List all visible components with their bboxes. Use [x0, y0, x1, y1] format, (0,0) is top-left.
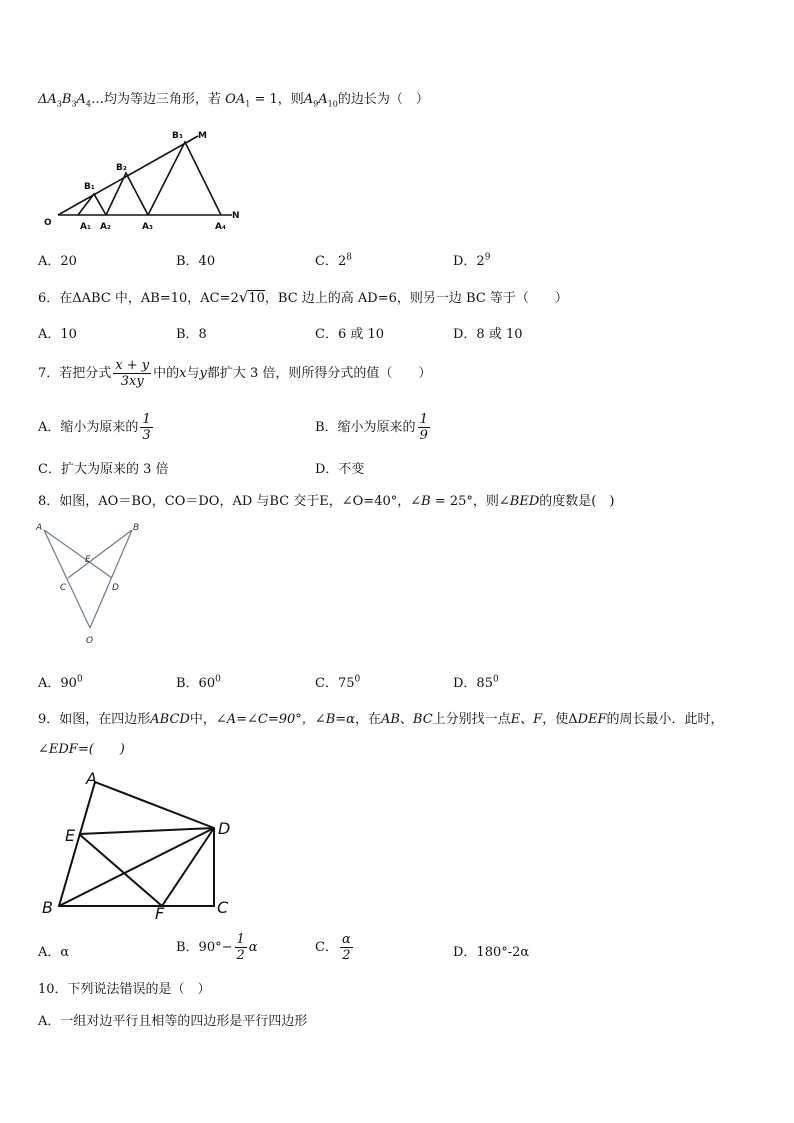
label-a4: A₄: [215, 222, 226, 232]
q10-stem: 10．下列说法错误的是（ ）: [38, 982, 211, 997]
q7-option-a[interactable]: A．缩小为原来的 $\frac{1}{3}$: [38, 412, 151, 443]
label-a1: A₁: [80, 222, 91, 232]
label-a: A: [36, 523, 43, 533]
q7-option-d[interactable]: D．不变: [315, 462, 365, 477]
q7-stem: 7．若把分式 $\frac{x + y}{3xy}$ 中的x与y都扩大 3 倍，则所得分式的值（ ）: [38, 358, 432, 389]
q5-option-a[interactable]: A．20: [38, 254, 77, 269]
label-b: B: [42, 898, 53, 917]
q8-option-a[interactable]: A．$90^0$: [38, 674, 83, 691]
triangle-3: [148, 142, 221, 215]
label-o: O: [86, 636, 94, 646]
label-c: C: [217, 898, 229, 917]
label-e: E: [65, 826, 76, 845]
q5-option-c[interactable]: C．$2^8$: [315, 252, 352, 269]
segment-ed: [79, 828, 214, 834]
segment-fd: [162, 828, 214, 906]
q9-stem-line2: ∠EDF=( ): [38, 742, 125, 757]
q6-option-a[interactable]: A．10: [38, 327, 77, 342]
q9-stem: 9．如图，在四边形ABCD中，∠A=∠C=90°，∠B=α，在AB、BC上分别找一点E、F，使ΔDEF的周长最小．此时，: [38, 712, 724, 727]
q9-option-d[interactable]: D．180°-2α: [453, 945, 530, 960]
q7-option-c[interactable]: C．扩大为原来的 3 倍: [38, 462, 169, 477]
q9-option-a[interactable]: A．α: [38, 945, 70, 960]
segment-ef: [79, 834, 162, 906]
q8-option-d[interactable]: D．$85^0$: [453, 674, 499, 691]
q9-figure: [38, 768, 243, 920]
label-a3: A₃: [142, 222, 153, 232]
q8-option-b[interactable]: B．$60^0$: [176, 674, 221, 691]
q9-option-c[interactable]: C． $\frac{\alpha}{2}$: [315, 932, 351, 963]
q6-option-d[interactable]: D．8 或 10: [453, 327, 523, 342]
line-bo: [90, 530, 132, 628]
label-d: D: [112, 583, 119, 593]
label-m: M: [198, 131, 207, 141]
q8-stem: 8．如图，AO＝BO，CO＝DO，AD 与BC 交于E，∠O=40°，∠B = 25°，则∠BED的度数是( ): [38, 494, 615, 509]
q7-option-b[interactable]: B．缩小为原来的 $\frac{1}{9}$: [315, 412, 428, 443]
label-f: F: [155, 904, 165, 920]
q5-stem: $\Delta A_3B_3A_4\dots$均为等边三角形，若 $OA_1 = 1$，则$A_9A_{10}$的边长为（ ）: [38, 92, 429, 109]
label-d: D: [218, 819, 231, 838]
q10-option-a[interactable]: A．一组对边平行且相等的四边形是平行四边形: [38, 1014, 308, 1029]
q8-figure: [34, 520, 149, 650]
label-a2: A₂: [100, 222, 111, 232]
quadrilateral-abcd: [59, 782, 214, 906]
label-a: A: [86, 769, 97, 788]
q5-option-b[interactable]: B．40: [176, 254, 216, 269]
label-n: N: [232, 211, 240, 221]
q5-figure: [40, 128, 260, 233]
line-ao: [44, 530, 90, 628]
segment-bd: [59, 828, 214, 906]
label-e: E: [85, 555, 91, 565]
q6-option-c[interactable]: C．6 或 10: [315, 327, 385, 342]
label-b2: B₂: [116, 163, 127, 173]
q6-stem: 6．在ΔABC 中，AB=10，AC=2√10，BC 边上的高 AD=6，则另一边 BC 等于（ ）: [38, 288, 568, 306]
triangle-1: [78, 194, 106, 215]
label-b1: B₁: [84, 182, 95, 192]
q9-option-b[interactable]: B．90°− $\frac{1}{2}$ α: [176, 932, 258, 963]
q6-option-b[interactable]: B．8: [176, 327, 207, 342]
label-c: C: [60, 583, 67, 593]
q7-fraction: $\frac{x + y}{3xy}$: [115, 358, 150, 389]
label-b: B: [133, 523, 140, 533]
label-b3: B₃: [172, 131, 183, 141]
q5-option-d[interactable]: D．$2^9$: [453, 252, 491, 269]
triangle-2: [106, 173, 148, 215]
q8-option-c[interactable]: C．$75^0$: [315, 674, 361, 691]
label-o: O: [44, 218, 52, 228]
